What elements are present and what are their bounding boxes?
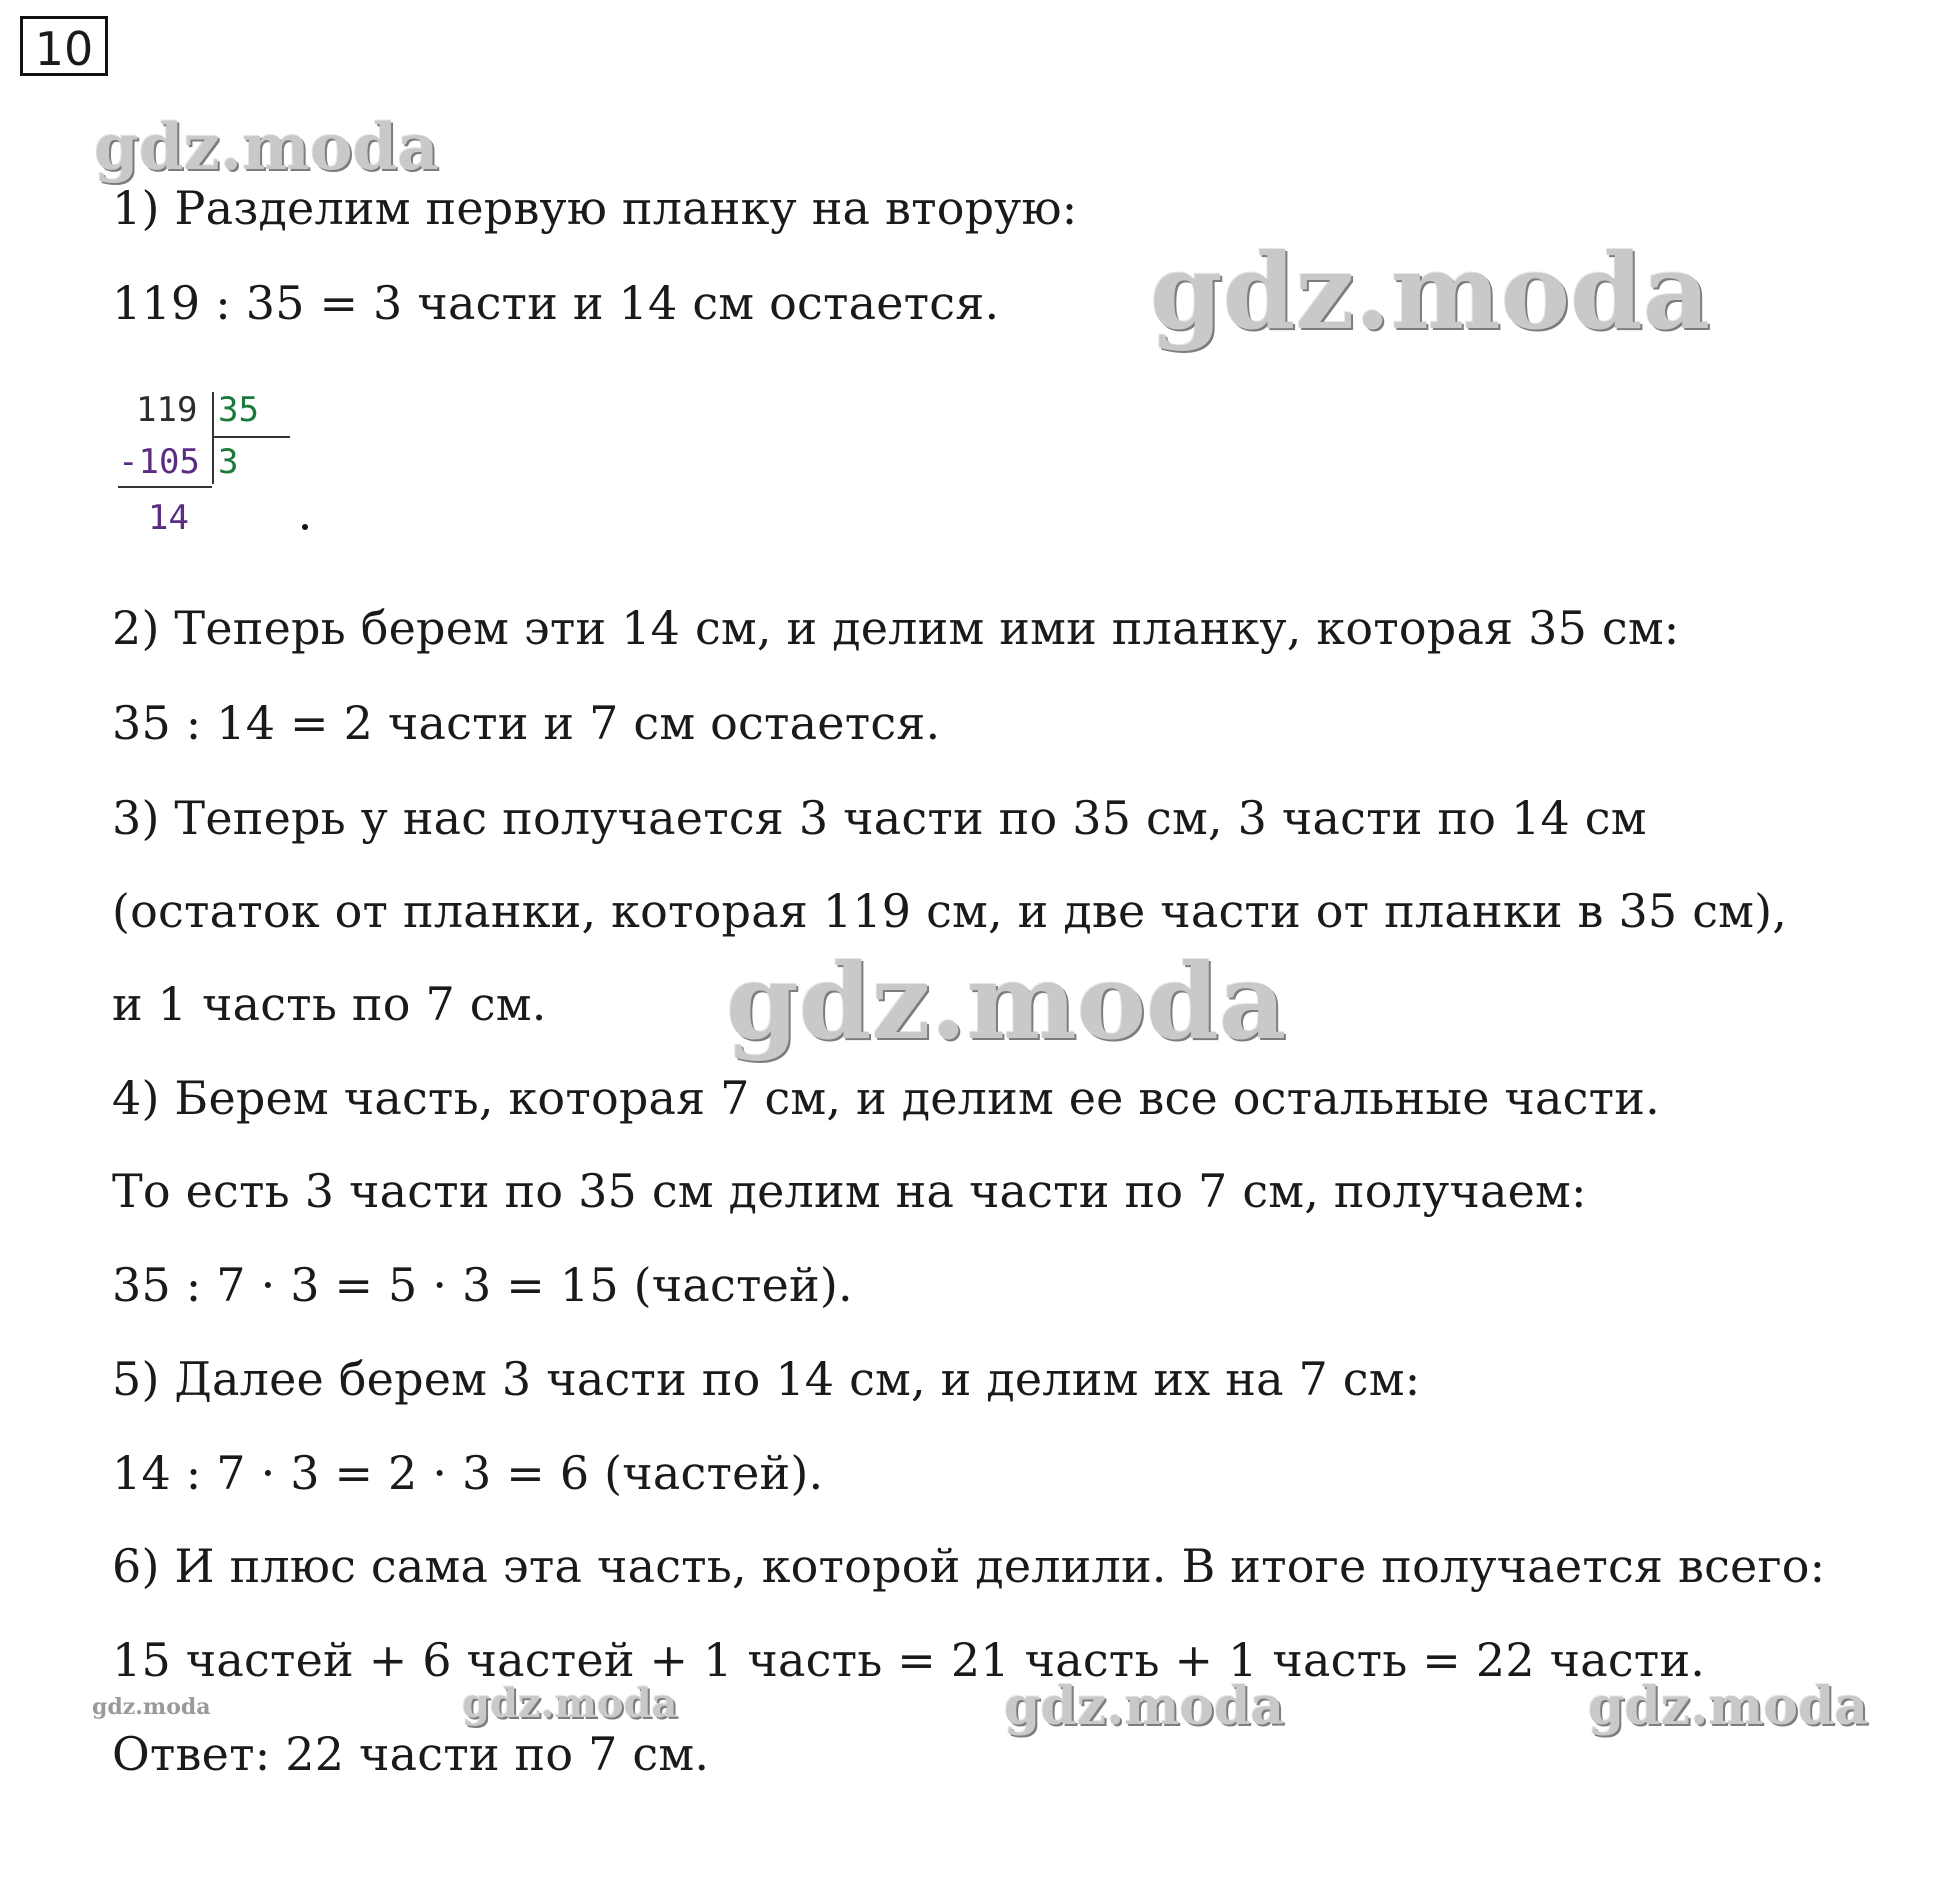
watermark-logo: gdz.moda xyxy=(1150,230,1711,353)
stray-dot xyxy=(302,524,308,530)
watermark-logo: gdz.moda xyxy=(462,1680,678,1727)
step-3-line-3: и 1 часть по 7 см. xyxy=(112,977,547,1031)
step-1-calc: 119 : 35 = 3 части и 14 см остается. xyxy=(112,276,1000,330)
answer-line: Ответ: 22 части по 7 см. xyxy=(112,1727,710,1781)
step-4-calc: 35 : 7 · 3 = 5 · 3 = 15 (частей). xyxy=(112,1258,853,1312)
step-3-line-2: (остаток от планки, которая 119 см, и две части от планки в 35 см), xyxy=(112,884,1788,938)
division-divisor: 35 xyxy=(218,390,259,430)
long-division xyxy=(118,390,298,550)
step-1-line: 1) Разделим первую планку на вторую: xyxy=(112,181,1078,235)
division-divisor-rule xyxy=(212,436,290,438)
division-quotient: 3 xyxy=(218,442,239,482)
step-4-line: 4) Берем часть, которая 7 см, и делим ее все остальные части. xyxy=(112,1071,1660,1125)
watermark-logo: gdz.moda xyxy=(92,1694,211,1720)
watermark-logo: gdz.moda xyxy=(94,110,439,185)
step-3-line: 3) Теперь у нас получается 3 части по 35 см, 3 части по 14 см xyxy=(112,791,1647,845)
watermark-logo: gdz.moda xyxy=(1588,1676,1869,1737)
watermark-logo: gdz.moda xyxy=(726,940,1287,1063)
task-number-box: 10 xyxy=(20,16,108,76)
division-subtracted: -105 xyxy=(118,442,200,482)
watermark-logo: gdz.moda xyxy=(1004,1676,1285,1737)
step-2-calc: 35 : 14 = 2 части и 7 см остается. xyxy=(112,696,941,750)
division-remainder: 14 xyxy=(148,498,189,538)
step-5-calc: 14 : 7 · 3 = 2 · 3 = 6 (частей). xyxy=(112,1446,824,1500)
step-6-line: 6) И плюс сама эта часть, которой делили. В итоге получается всего: xyxy=(112,1539,1826,1593)
step-5-line: 5) Далее берем 3 части по 14 см, и делим их на 7 см: xyxy=(112,1352,1421,1406)
step-6-calc: 15 частей + 6 частей + 1 часть = 21 часть + 1 часть = 22 части. xyxy=(112,1633,1706,1687)
step-2-line: 2) Теперь берем эти 14 см, и делим ими планку, которая 35 см: xyxy=(112,601,1680,655)
division-vertical-rule xyxy=(212,392,214,484)
step-4-line-2: То есть 3 части по 35 см делим на части по 7 см, получаем: xyxy=(112,1164,1587,1218)
division-dividend: 119 xyxy=(136,390,198,430)
division-subtraction-rule xyxy=(118,486,212,488)
